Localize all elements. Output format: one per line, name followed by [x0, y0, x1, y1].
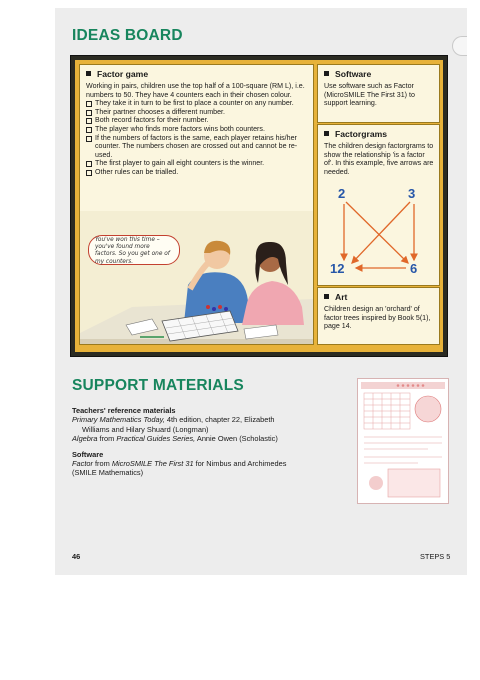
factor-arrows — [344, 202, 414, 268]
software-reference: Factor from MicroSMILE The First 31 for Nimbus and Archimedes — [72, 459, 287, 469]
art-heading: Art — [324, 292, 439, 302]
children-playing-illustration — [80, 211, 313, 344]
page-number: 46 — [72, 552, 81, 561]
software-text: Use software such as Factor (MicroSMILE The First 31) to support learning. — [324, 82, 415, 108]
node-3: 3 — [408, 186, 416, 201]
bullet-square-icon — [324, 131, 329, 136]
factorgrams-text: The children design factorgrams to show the relationship 'is a factor of'. In this example, five arrows are needed. — [324, 142, 434, 176]
reference-1-continued: Williams and Hilary Shuard (Longman) — [82, 424, 209, 434]
bullet-square-icon — [324, 294, 329, 299]
illustration-drawing — [80, 211, 313, 344]
teachers-reference-heading: Teachers' reference materials — [72, 406, 176, 415]
checkbox-icon — [86, 161, 92, 167]
reference-2: Algebra from Practical Guides Series, Annie Owen (Scholastic) — [72, 434, 278, 444]
node-12: 12 — [330, 261, 345, 276]
book-label: STEPS 5 — [420, 552, 451, 561]
support-materials — [72, 404, 342, 478]
checkbox-icon — [86, 170, 92, 176]
art-text: Children design an 'orchard' of factor trees inspired by Book 5(1), page 14. — [324, 305, 431, 331]
software-reference-continued: (SMILE Mathematics) — [72, 468, 144, 478]
arrow-3-to-12 — [352, 202, 410, 263]
software-heading-support: Software — [72, 449, 104, 459]
speech-bubble: You've won this time – you've found more factors. So you get one of my counters. — [88, 235, 180, 265]
checkbox-icon — [86, 127, 92, 133]
rule-item: Other rules can be trialled. — [86, 168, 308, 177]
worksheet-thumbnail — [357, 378, 449, 504]
software-heading: Software — [324, 69, 439, 79]
checkbox-icon — [86, 118, 92, 124]
bullet-square-icon — [324, 71, 329, 76]
page-curl — [452, 36, 467, 56]
rule-item: If the numbers of factors is the same, each player retains his/her counter. The numbers chosen are crossed out and cannot be re-used. — [86, 134, 308, 160]
ideas-board-inner — [75, 60, 443, 352]
factor-game-intro: Working in pairs, children use the top half of a 100-square (RM L), i.e. numbers to 50. They have 4 counters each in their chosen colour. — [86, 82, 305, 99]
software-panel — [317, 64, 440, 123]
rule-item: Both record factors for their number. — [86, 116, 308, 125]
rule-item: The first player to gain all eight counters is the winner. — [86, 159, 308, 168]
factorgrams-heading: Factorgrams — [324, 129, 439, 139]
factor-game-rules — [80, 99, 313, 176]
factor-game-panel — [79, 64, 314, 345]
ideas-board-title: IDEAS BOARD — [72, 27, 183, 44]
factorgram-diagram — [328, 180, 428, 280]
factor-game-heading: Factor game — [86, 69, 313, 79]
checkbox-icon — [86, 136, 92, 142]
checkbox-icon — [86, 110, 92, 116]
rule-item: The player who finds more factors wins both counters. — [86, 125, 308, 134]
worksheet-thumbnail-image — [358, 379, 448, 503]
node-6: 6 — [410, 261, 418, 276]
arrow-2-to-6 — [346, 202, 408, 263]
ideas-board — [70, 55, 448, 357]
support-materials-title: SUPPORT MATERIALS — [72, 377, 244, 394]
reference-1: Primary Mathematics Today, 4th edition, chapter 22, Elizabeth — [72, 415, 275, 425]
rule-item: They take it in turn to be first to place a counter on any number. — [86, 99, 308, 108]
art-panel — [317, 287, 440, 345]
checkbox-icon — [86, 101, 92, 107]
bullet-square-icon — [86, 71, 91, 76]
node-2: 2 — [338, 186, 346, 201]
factorgrams-panel — [317, 124, 440, 286]
rule-item: Their partner chooses a different number. — [86, 108, 308, 117]
